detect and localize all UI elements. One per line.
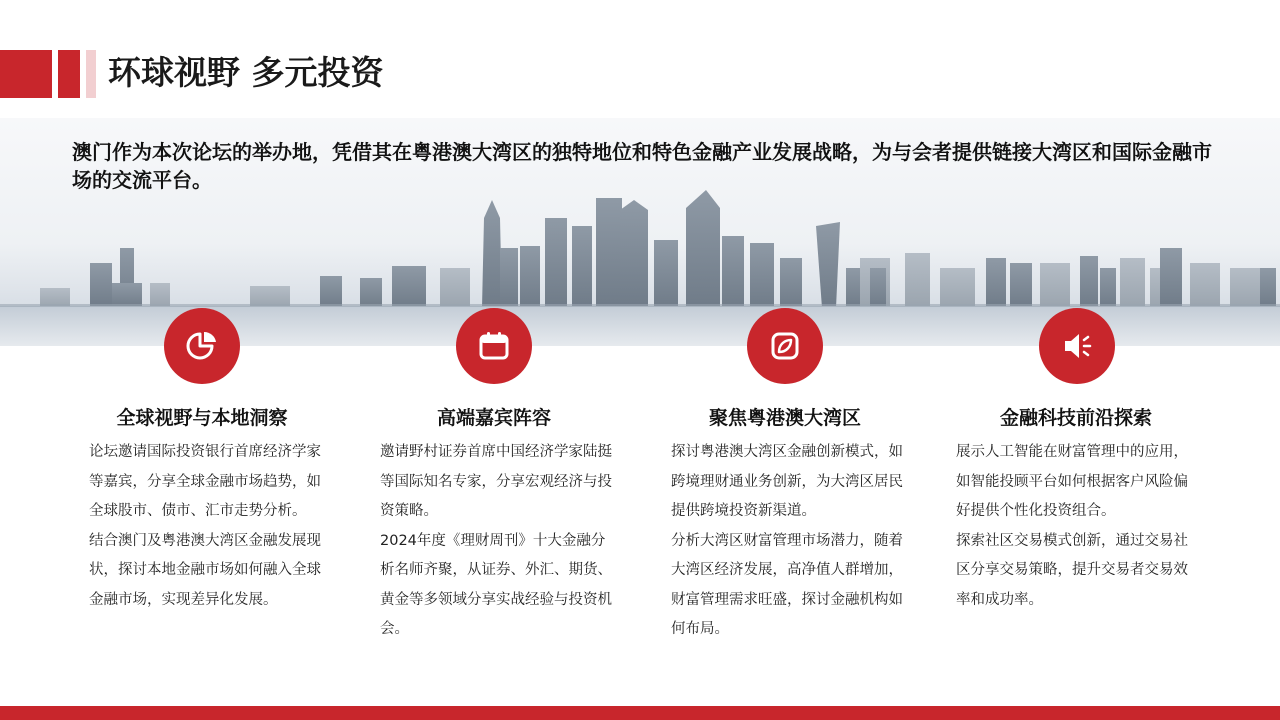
page-title: 环球视野 多元投资 [108,53,384,92]
column-title-global: 全球视野与本地洞察 [116,407,288,429]
paragraph: 探讨粤港澳大湾区金融创新模式，如跨境理财通业务创新，为大湾区居民提供跨境投资新渠道。 [671,444,903,519]
column-title-guests: 高端嘉宾阵容 [436,407,551,429]
paragraph: 论坛邀请国际投资银行首席经济学家等嘉宾，分享全球金融市场趋势，如全球股市、债市、汇市走势分析。 [89,444,321,519]
speaker-icon [1039,308,1115,384]
edit-leaf-icon [747,308,823,384]
pie-chart-icon [164,308,240,384]
paragraph: 结合澳门及粤港澳大湾区金融发展现状，探讨本地金融市场如何融入全球金融市场，实现差异化发展。 [89,532,321,608]
header-accent-bar-light [86,50,96,98]
paragraph: 探索社区交易模式创新，通过交易社区分享交易策略，提升交易者交易效率和成功率。 [956,532,1188,608]
paragraph: 2024年度《理财周刊》十大金融分析名师齐聚，从证券、外汇、期货、黄金等多领域分享实战经验与投资机会。 [380,532,612,637]
header-accent-bar-small [58,50,80,98]
column-title-fintech: 金融科技前沿探索 [999,407,1152,429]
intro-text: 澳门作为本次论坛的举办地，凭借其在粤港澳大湾区的独特地位和特色金融产业发展战略，为与会者提供链接大湾区和国际金融市场的交流平台。 [72,140,1212,192]
footer-accent-bar [0,706,1280,720]
column-title-bay-area: 聚焦粤港澳大湾区 [708,407,861,429]
column-text-guests [380,438,618,645]
paragraph: 邀请野村证券首席中国经济学家陆挺等国际知名专家，分享宏观经济与投资策略。 [380,444,612,519]
paragraph: 分析大湾区财富管理市场潜力，随着大湾区经济发展，高净值人群增加，财富管理需求旺盛，探讨金融机构如何布局。 [671,532,903,637]
calendar-icon [456,308,532,384]
column-text-global [89,438,327,615]
column-text-fintech [956,438,1194,615]
header-accent-bar-large [0,50,52,98]
column-text-bay-area [671,438,909,645]
paragraph: 展示人工智能在财富管理中的应用，如智能投顾平台如何根据客户风险偏好提供个性化投资组合。 [956,444,1188,519]
